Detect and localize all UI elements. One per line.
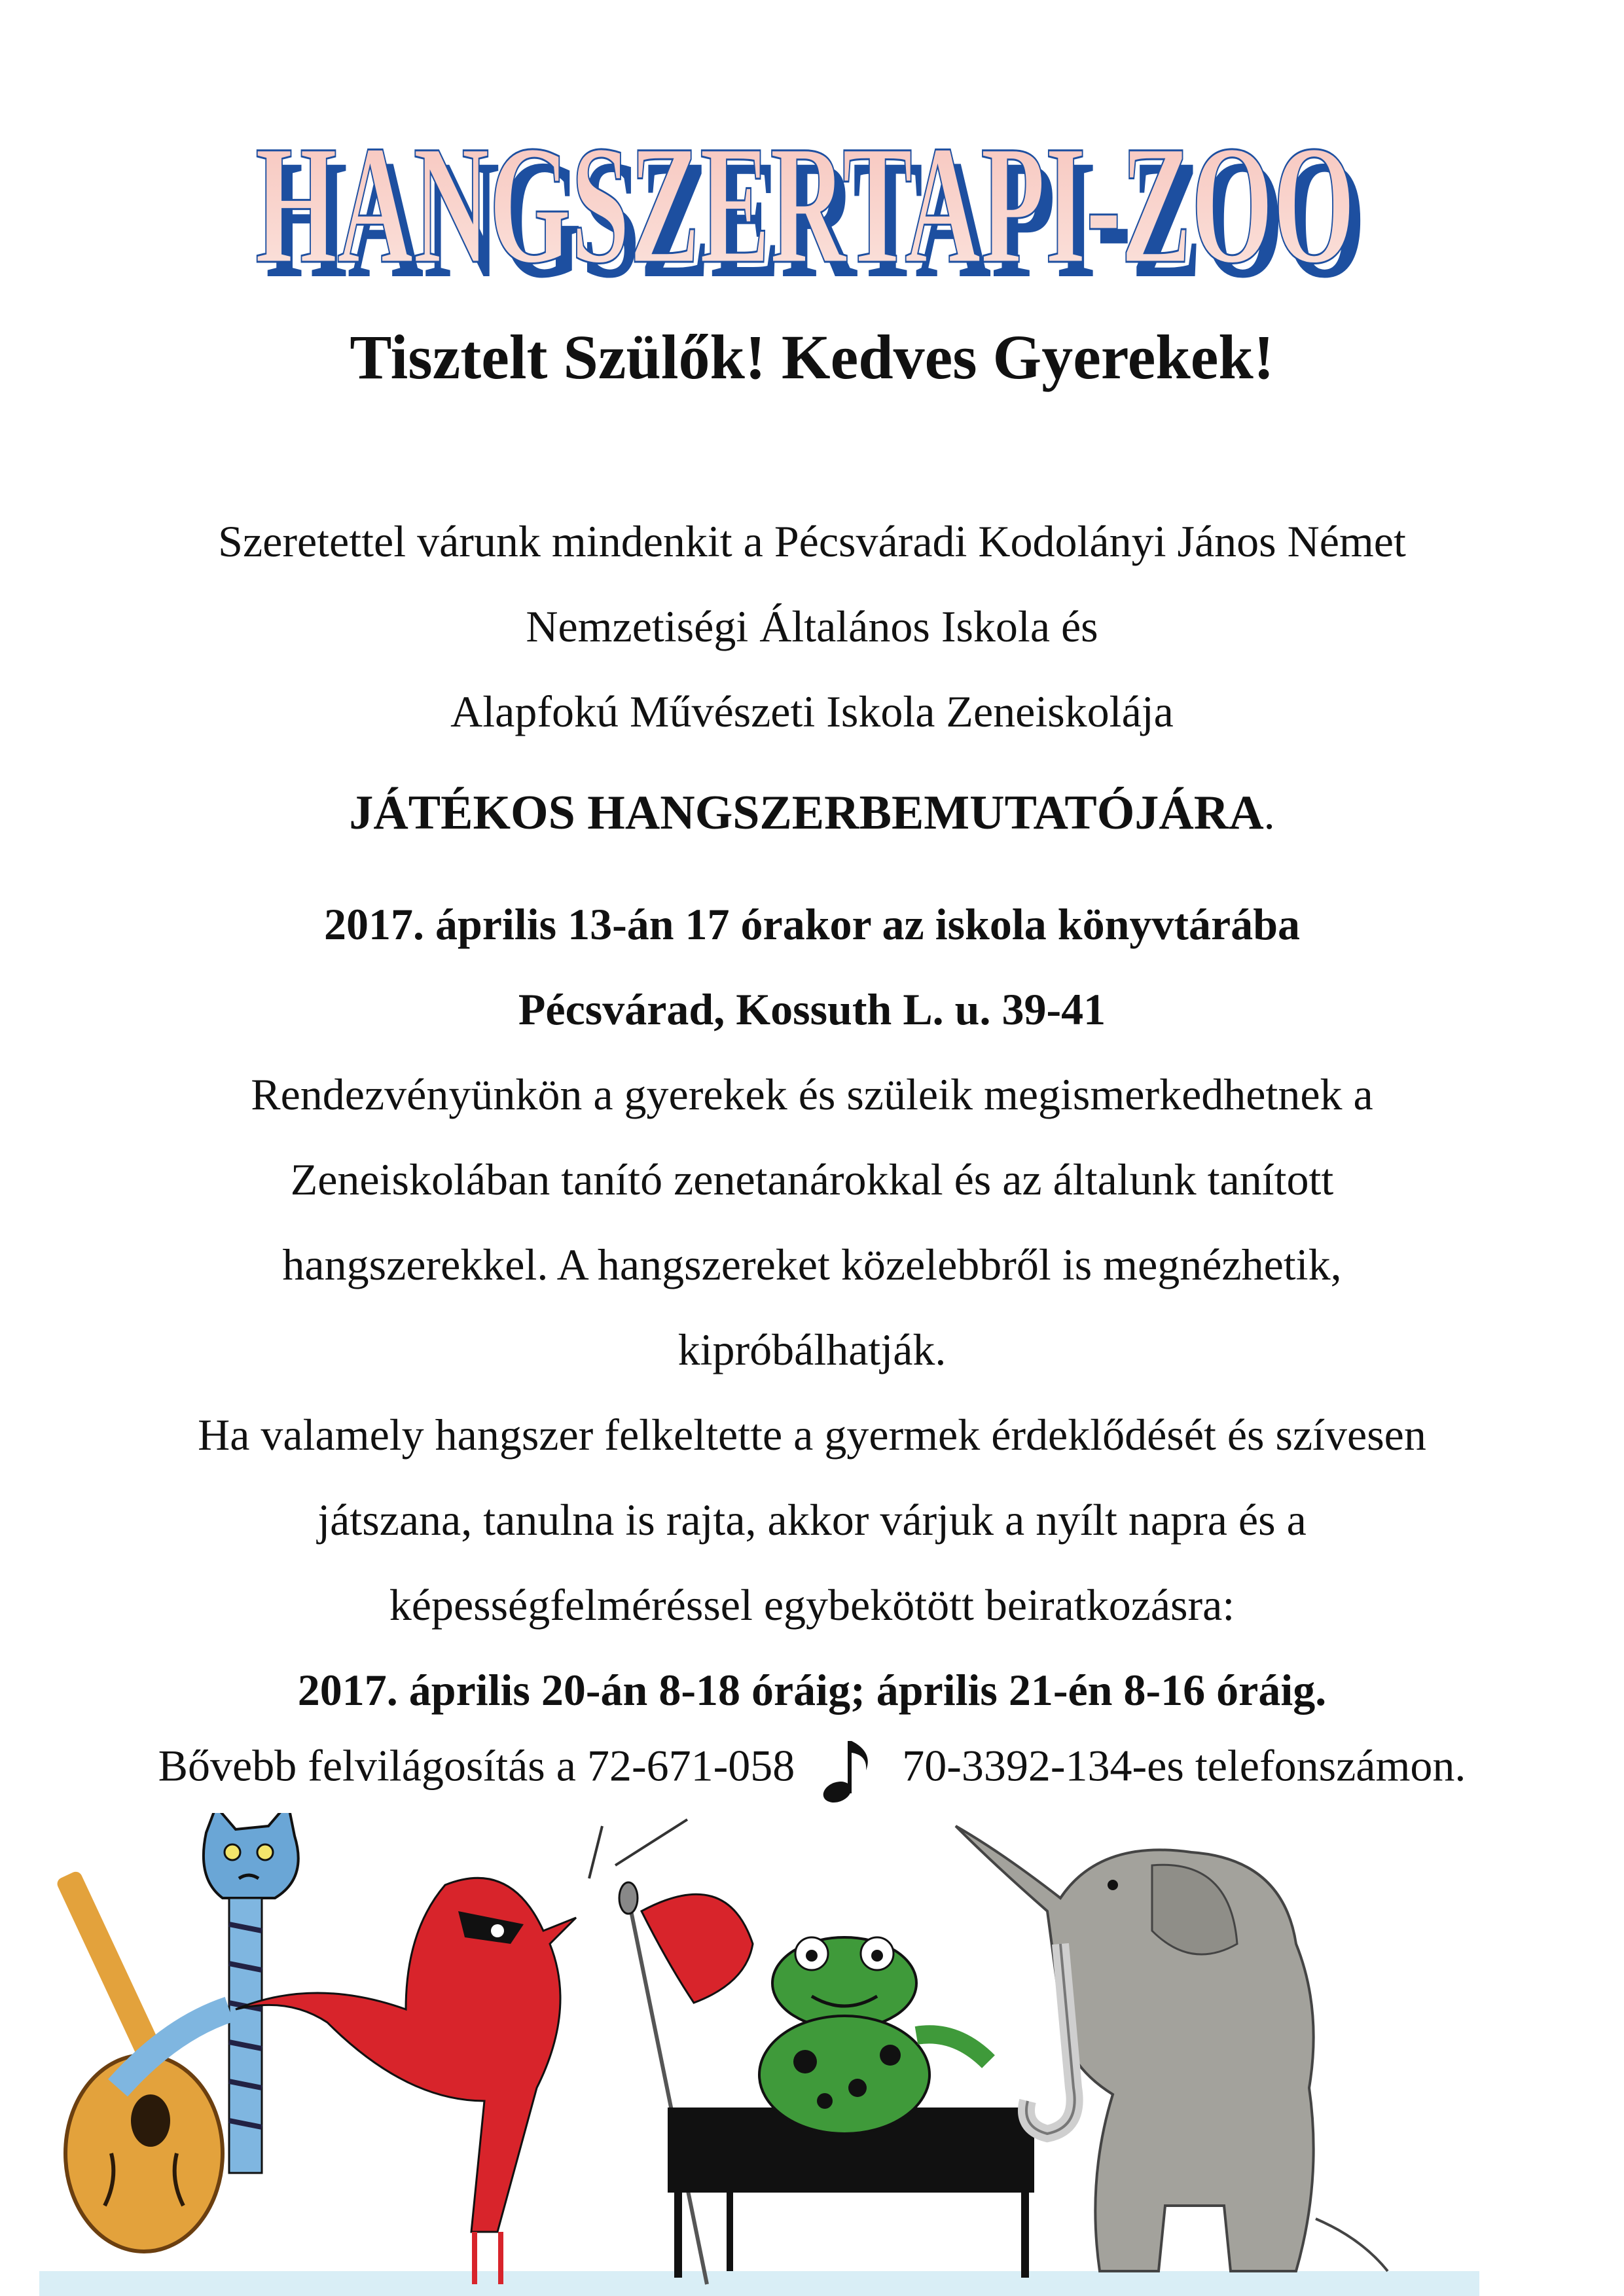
event-name: JÁTÉKOS HANGSZERBEMUTATÓJÁRA <box>349 786 1264 840</box>
intro-line-2: Nemzetiségi Általános Iskola és <box>526 601 1098 651</box>
enrollment-line-2: játszana, tanulna is rajta, akkor várjuk a nyílt napra és a <box>317 1495 1307 1545</box>
contact-prefix: Bővebb felvilágosítás a 72-671-058 <box>158 1740 795 1791</box>
contact-suffix: 70-3392-134-es telefonszámon. <box>902 1740 1466 1791</box>
animal-band-illustration <box>39 1813 1479 2296</box>
saxophone-icon <box>1026 1944 1075 2134</box>
contact-line <box>0 1734 1624 1806</box>
event-datetime: 2017. április 13-án 17 órakor az iskola könyvtárába <box>323 899 1301 949</box>
description-line-1: Rendezvényünkön a gyerekek és szüleik megismerkedhetnek a <box>251 1069 1373 1119</box>
description-line-3: hangszerekkel. A hangszereket közelebbről is megnézhetik, <box>282 1240 1342 1289</box>
enrollment-line-3: képességfelméréssel egybekötött beiratkozásra: <box>389 1580 1235 1630</box>
enrollment-line-1: Ha valamely hangszer felkeltette a gyermek érdeklődését és szívesen <box>198 1410 1426 1460</box>
logo-text: HANGSZERTAPI-ZOO <box>255 111 1355 299</box>
logo-graphic <box>223 65 1401 301</box>
frog-icon <box>759 1937 988 2134</box>
description-line-4: kipróbálhatják. <box>677 1325 947 1374</box>
music-note-icon <box>819 1734 878 1806</box>
elephant-icon <box>956 1826 1388 2271</box>
enrollment-dates: 2017. április 20-án 8-18 óráig; április 21-én 8-16 óráig. <box>297 1665 1327 1715</box>
intro-line-1: Szeretettel várunk mindenkit a Pécsváradi Kodolányi János Német <box>218 516 1406 566</box>
event-address: Pécsvárad, Kossuth L. u. 39-41 <box>518 984 1106 1034</box>
logo-text-shadow: HANGSZERTAPI-ZOO <box>266 125 1365 301</box>
intro-line-3: Alapfokú Művészeti Iskola Zeneiskolája <box>450 687 1174 736</box>
bird-wing-shape <box>641 1894 753 2003</box>
description-line-2: Zeneiskolában tanító zenetanárokkal és az általunk tanított <box>290 1155 1334 1204</box>
event-name-suffix: . <box>1263 789 1275 838</box>
greeting-heading: Tisztelt Szülők! Kedves Gyerekek! <box>350 322 1274 392</box>
bird-icon <box>236 1820 687 2284</box>
event-title <box>0 785 1624 841</box>
floor-shape <box>39 2271 1479 2296</box>
logo <box>223 65 1401 301</box>
